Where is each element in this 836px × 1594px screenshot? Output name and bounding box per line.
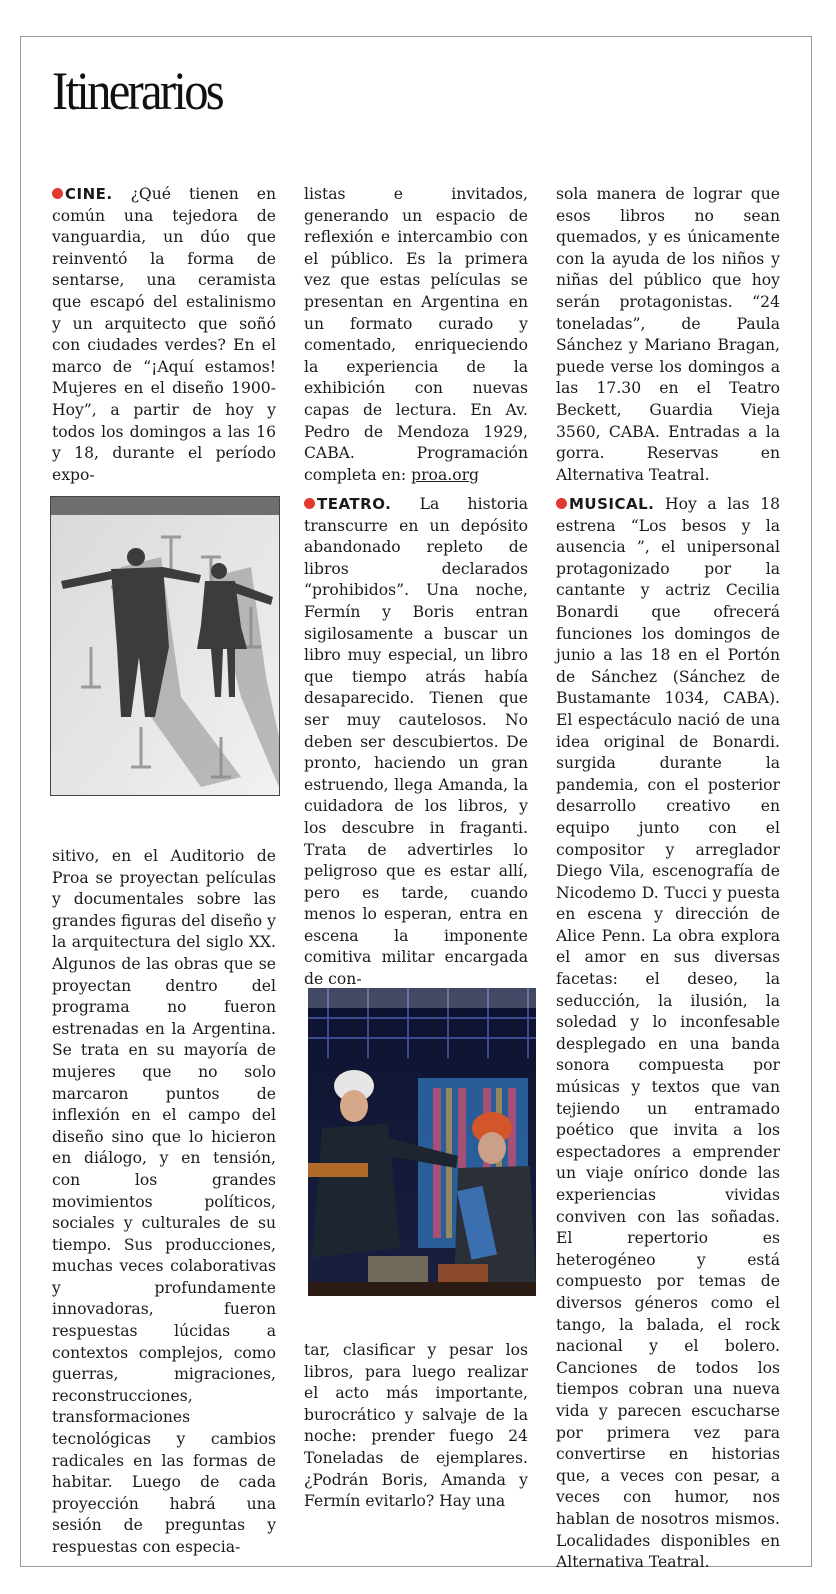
proa-link[interactable]: proa.org [411,465,480,484]
teatro-paragraph-1 [304,494,528,991]
design-exhibition-image [51,497,279,795]
cine-text-3: listas e invitados, generando un espacio de reflexión e intercambio con el público. Es la primera vez que estas películas se presentan en Argentina en un formato curado y comentado, enriqueciendo la experiencia de la exhibición con nuevas capas de lectura. En Av. Pedro de Mendoza 1929, CABA. Programación completa en: [304,185,528,484]
teatro-column-3 [556,184,780,486]
musical-column-3 [556,494,780,1574]
cine-column-1-top [52,184,276,486]
teatro-text-1: La historia transcurre en un depósito abandonado repleto de libros declarados “prohibidos”. Una noche, Fermín y Boris entran sigilosamente a buscar un libro muy especial, un libro que tiempo atrás había desaparecido. Tienen que ser muy cautelosos. No deben ser descubiertos. De pronto, haciendo un gran estruendo, llega Amanda, la cuidadora de los libros, y los descubre in fraganti. Trata de advertirles lo peligroso que es estar allí, pero es tarde, cuando menos lo esperan, entra en escena la imponente comitiva militar encargada de con- [304,495,528,989]
teatro-column-2-top [304,494,528,991]
cine-kicker: CINE. [65,185,113,203]
red-bullet-icon [52,188,63,199]
red-bullet-icon [556,498,567,509]
cine-column-1-bottom [52,846,276,1559]
section-title: Itinerarios [52,61,223,121]
theatre-play-photo [308,988,536,1296]
cine-paragraph-3 [304,184,528,486]
teatro-paragraph-3: sola manera de lograr que esos libros no sean quemados, y es únicamente con la ayuda de los niños y niñas del público que hoy serán protagonistas. “24 toneladas”, de Paula Sánchez y Mariano Bragan, puede verse los domingos a las 17.30 en el Teatro Beckett, Guardia Vieja 3560, CABA. Entradas a la gorra. Reservas en Alternativa Teatral. [556,185,780,484]
cine-column-2 [304,184,528,486]
theatre-play-image [308,988,536,1296]
cine-text-1: ¿Qué tienen en común una tejedora de vanguardia, un dúo que reinventó la forma de sentarse, una ceramista que escapó del estalinismo y un arquitecto que soñó con ciudades verdes? En el marco de “¡Aquí estamos! Mujeres en el diseño 1900- Hoy”, a partir de hoy y todos los domingos a las 16 y 18, durante el período expo- [52,185,276,484]
design-exhibition-photo [50,496,280,796]
cine-paragraph-1 [52,184,276,486]
teatro-kicker: TEATRO. [317,495,392,513]
musical-text: Hoy a las 18 estrena “Los besos y la ausencia ”, el unipersonal protagonizado por la cantante y actriz Cecilia Bonardi que ofrecerá funciones los domingos de junio a las 18 en el Portón de Sánchez (Sánchez de Bustamante 1034, CABA). El espectáculo nació de una idea original de Bonardi. surgida durante la pandemia, con el posterior desarrollo creativo en equipo junto con el compositor y arreglador Diego Vila, escenografía de Nicodemo D. Tucci y puesta en escena y dirección de Alice Penn. La obra explora el amor en sus diversas facetas: el deseo, la seducción, la ilusión, la soledad y lo inconfesable desplegado en una banda sonora compuesta por músicas y textos que van tejiendo un entramado poético que invita a los espectadores a emprender un viaje onírico donde las experiencias vividas conviven con las soñadas. El repertorio es heterogéneo y está compuesto por temas de diversos géneros como el tango, la balada, el rock nacional y el bolero. Canciones de todos los tiempos cobran una nueva vida y parecen escucharse por primera vez para convertirse en historias que, a veces con pesar, a veces con humor, nos hablan de nosotros mismos. Localidades disponibles en Alternativa Teatral. [556,495,780,1572]
red-bullet-icon [304,498,315,509]
teatro-column-2-bottom [304,1340,528,1513]
musical-paragraph [556,494,780,1574]
cine-paragraph-2: sitivo, en el Auditorio de Proa se proyectan películas y documentales sobre las grandes figuras del diseño y la arquitectura del siglo XX. Algunos de las obras que se proyectan dentro del programa no fueron estrenadas en la Argentina. Se trata en su mayoría de mujeres que no solo marcaron puntos de inflexión en el campo del diseño sino que lo hicieron en diálogo, y en tensión, con los grandes movimientos políticos, sociales y culturales de su tiempo. Sus producciones, muchas veces colaborativas y profundamente innovadoras, fueron respuestas lúcidas a contextos complejos, como guerras, migraciones, reconstrucciones, transformaciones tecnológicas y cambios radicales en las formas de habitar. Luego de cada proyección habrá una sesión de preguntas y respuestas con especia- [52,847,276,1556]
teatro-paragraph-2: tar, clasificar y pesar los libros, para luego realizar el acto más importante, burocrático y salvaje de la noche: prender fuego 24 Toneladas de ejemplares. ¿Podrán Boris, Amanda y Fermín evitarlo? Hay una [304,1341,528,1511]
musical-kicker: MUSICAL. [569,495,655,513]
